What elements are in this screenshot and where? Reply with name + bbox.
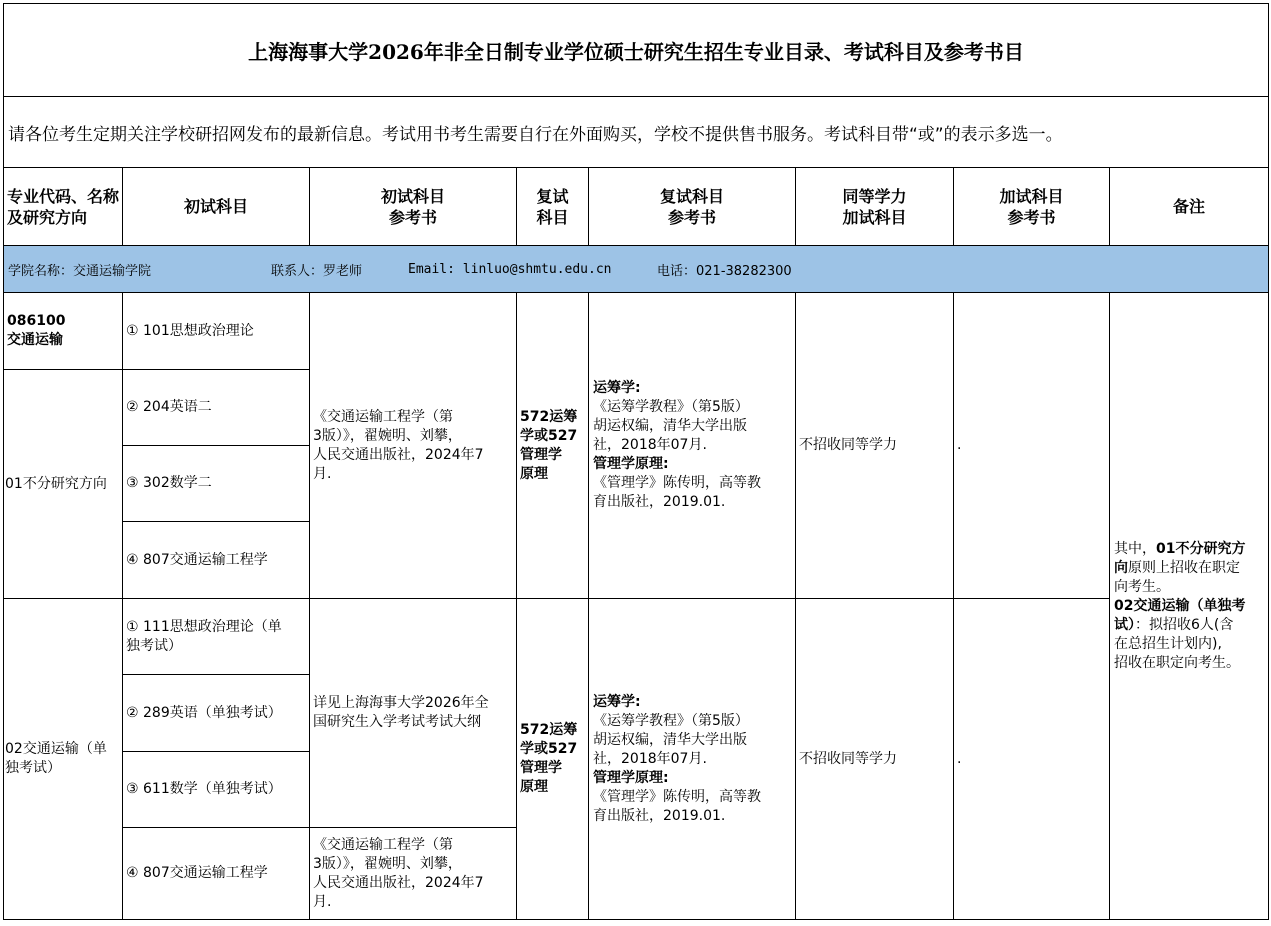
remarks-text: 其中， bbox=[1114, 540, 1156, 557]
d1-retest-line: 管理学 bbox=[520, 446, 562, 463]
d1-retest-subject bbox=[520, 293, 588, 598]
d2-exam-books-807 bbox=[313, 828, 516, 919]
d2-retest-line: 572运筹 bbox=[520, 722, 578, 738]
d1-exam-books bbox=[313, 293, 516, 598]
d2-name-line: 02交通运输（单 bbox=[5, 741, 107, 757]
d2-subject-1-l1: ① 111思想政治理论（单 bbox=[126, 618, 282, 635]
d2-name-line: 独考试） bbox=[5, 760, 61, 776]
d2-retest-line: 学或527 bbox=[520, 741, 578, 757]
d1-book-line: 月. bbox=[313, 465, 332, 482]
d2-retest-books bbox=[593, 599, 795, 919]
d1-rb-line: 《管理学》陈传明，高等教 bbox=[593, 475, 761, 491]
header-retest-books-l2: 参考书 bbox=[667, 207, 716, 227]
d2-book4-line: 《交通运输工程学（第 bbox=[313, 836, 453, 853]
d1-book-line: 3版）》，翟婉明、刘攀， bbox=[313, 427, 462, 444]
remarks-text: ：拟招收6人(含 bbox=[1135, 616, 1234, 633]
direction-02-name bbox=[5, 599, 122, 919]
header-extra-books bbox=[954, 168, 1109, 245]
header-retest-l1: 复试 bbox=[536, 186, 569, 206]
remarks-text: 原则上招收在职定 bbox=[1128, 559, 1240, 576]
d2-rb-line: 育出版社，2019.01. bbox=[593, 807, 726, 824]
d2-subject-3: ③ 611数学（单独考试） bbox=[126, 781, 282, 797]
d1-rb-line: 胡运权编，清华大学出版 bbox=[593, 418, 747, 434]
d1-book-line: 《交通运输工程学（第 bbox=[313, 408, 453, 425]
header-exam-books-l1: 初试科目 bbox=[380, 186, 445, 206]
header-retest-books-l1: 复试科目 bbox=[659, 186, 724, 206]
header-equiv-l1: 同等学力 bbox=[842, 186, 907, 206]
d2-subject-1 bbox=[126, 599, 309, 674]
d1-subject-4: ④ 807交通运输工程学 bbox=[126, 551, 268, 568]
d2-equiv: 不招收同等学力 bbox=[799, 750, 897, 767]
remarks-line: 招收在职定向考生。 bbox=[1114, 654, 1240, 671]
d2-rb-line: 胡运权编，清华大学出版 bbox=[593, 731, 747, 748]
remarks-line: 在总招生计划内), bbox=[1114, 635, 1222, 652]
remarks-line: 向考生。 bbox=[1114, 578, 1170, 595]
college-contact: 联系人：罗老师 bbox=[271, 263, 363, 279]
d2-book4-line: 人民交通出版社，2024年7 bbox=[313, 874, 484, 891]
remarks-line bbox=[1114, 616, 1233, 635]
remarks-bold: 01不分研究方 bbox=[1156, 540, 1246, 557]
d1-book-line: 人民交通出版社，2024年7 bbox=[313, 446, 484, 463]
d1-retest-line: 原理 bbox=[520, 465, 548, 482]
d2-rb-line: 运筹学: bbox=[593, 693, 641, 710]
d2-book4-line: 3版）》，翟婉明、刘攀， bbox=[313, 855, 462, 872]
d2-rb-line: 《管理学》陈传明，高等教 bbox=[593, 788, 761, 805]
d2-subject-1-l2: 独考试） bbox=[126, 637, 182, 654]
college-info-band bbox=[4, 246, 1268, 292]
d1-extra: . bbox=[957, 437, 962, 453]
d1-equiv: 不招收同等学力 bbox=[799, 437, 897, 453]
remarks-bold: 向 bbox=[1114, 559, 1128, 576]
d1-rb-line: 《运筹学教程》（第5版） bbox=[593, 399, 749, 415]
college-name: 学院名称：交通运输学院 bbox=[8, 263, 152, 279]
d2-rb-line: 社，2018年07月. bbox=[593, 750, 707, 767]
d1-rb-line: 运筹学: bbox=[593, 380, 641, 396]
d2-retest-line: 管理学 bbox=[520, 760, 562, 776]
remarks-line: 02交通运输（单独考 bbox=[1114, 597, 1246, 614]
d1-subject-2: ② 204英语二 bbox=[126, 399, 212, 415]
d1-retest-line: 学或527 bbox=[520, 427, 578, 444]
header-retest-books bbox=[589, 168, 795, 245]
d2-exam-books bbox=[313, 599, 516, 827]
d2-subject-4: ④ 807交通运输工程学 bbox=[126, 865, 268, 881]
d2-book4-line: 月. bbox=[313, 893, 332, 910]
header-equiv bbox=[796, 168, 953, 245]
header-extra-books-l2: 参考书 bbox=[1007, 207, 1056, 227]
college-email: Email: linluo@shmtu.edu.cn bbox=[408, 261, 612, 277]
header-remarks: 备注 bbox=[1172, 197, 1205, 216]
d2-book-line: 详见上海海事大学2026年全 bbox=[313, 695, 489, 711]
header-exam-books-l2: 参考书 bbox=[388, 207, 437, 227]
d2-book-line: 国研究生入学考试考试大纲 bbox=[313, 714, 481, 730]
d2-rb-line: 管理学原理: bbox=[593, 769, 669, 786]
direction-01-name: 01不分研究方向 bbox=[5, 475, 107, 492]
remarks-line bbox=[1114, 540, 1245, 559]
d1-retest-books bbox=[593, 293, 795, 598]
d2-retest-subject bbox=[520, 599, 588, 919]
d1-subject-3: ③ 302数学二 bbox=[126, 475, 212, 491]
remarks-bold: 试） bbox=[1114, 616, 1135, 633]
remarks-line bbox=[1114, 559, 1240, 578]
remarks-cell bbox=[1114, 293, 1268, 919]
notice-text: 请各位考生定期关注学校研招网发布的最新信息。考试用书考生需要自行在外面购买，学校不提供售书服务。考试科目带“或”的表示多选一。 bbox=[8, 124, 1063, 145]
header-retest bbox=[517, 168, 588, 245]
major-name: 交通运输 bbox=[7, 332, 63, 348]
d1-rb-line: 管理学原理: bbox=[593, 456, 669, 472]
d2-rb-line: 《运筹学教程》（第5版） bbox=[593, 712, 749, 729]
college-phone: 电话：021-38282300 bbox=[657, 263, 792, 279]
d1-rb-line: 社，2018年07月. bbox=[593, 437, 707, 453]
header-exam-books bbox=[310, 168, 516, 245]
major-code-name bbox=[7, 293, 121, 369]
page-title: 上海海事大学2026年非全日制专业学位硕士研究生招生专业目录、考试科目及参考书目 bbox=[248, 39, 1024, 64]
d2-extra: . bbox=[957, 750, 962, 767]
d1-subject-1: ① 101思想政治理论 bbox=[126, 322, 254, 339]
d1-rb-line: 育出版社，2019.01. bbox=[593, 494, 726, 510]
major-code: 086100 bbox=[7, 313, 66, 329]
header-equiv-l2: 加试科目 bbox=[842, 207, 907, 227]
header-exam-subjects: 初试科目 bbox=[183, 197, 248, 216]
d2-subject-2: ② 289英语（单独考试） bbox=[126, 704, 282, 721]
d2-retest-line: 原理 bbox=[520, 779, 548, 795]
d1-retest-line: 572运筹 bbox=[520, 408, 578, 425]
header-extra-books-l1: 加试科目 bbox=[999, 186, 1064, 206]
header-major: 专业代码、名称及研究方向 bbox=[7, 186, 120, 227]
header-retest-l2: 科目 bbox=[536, 207, 569, 227]
